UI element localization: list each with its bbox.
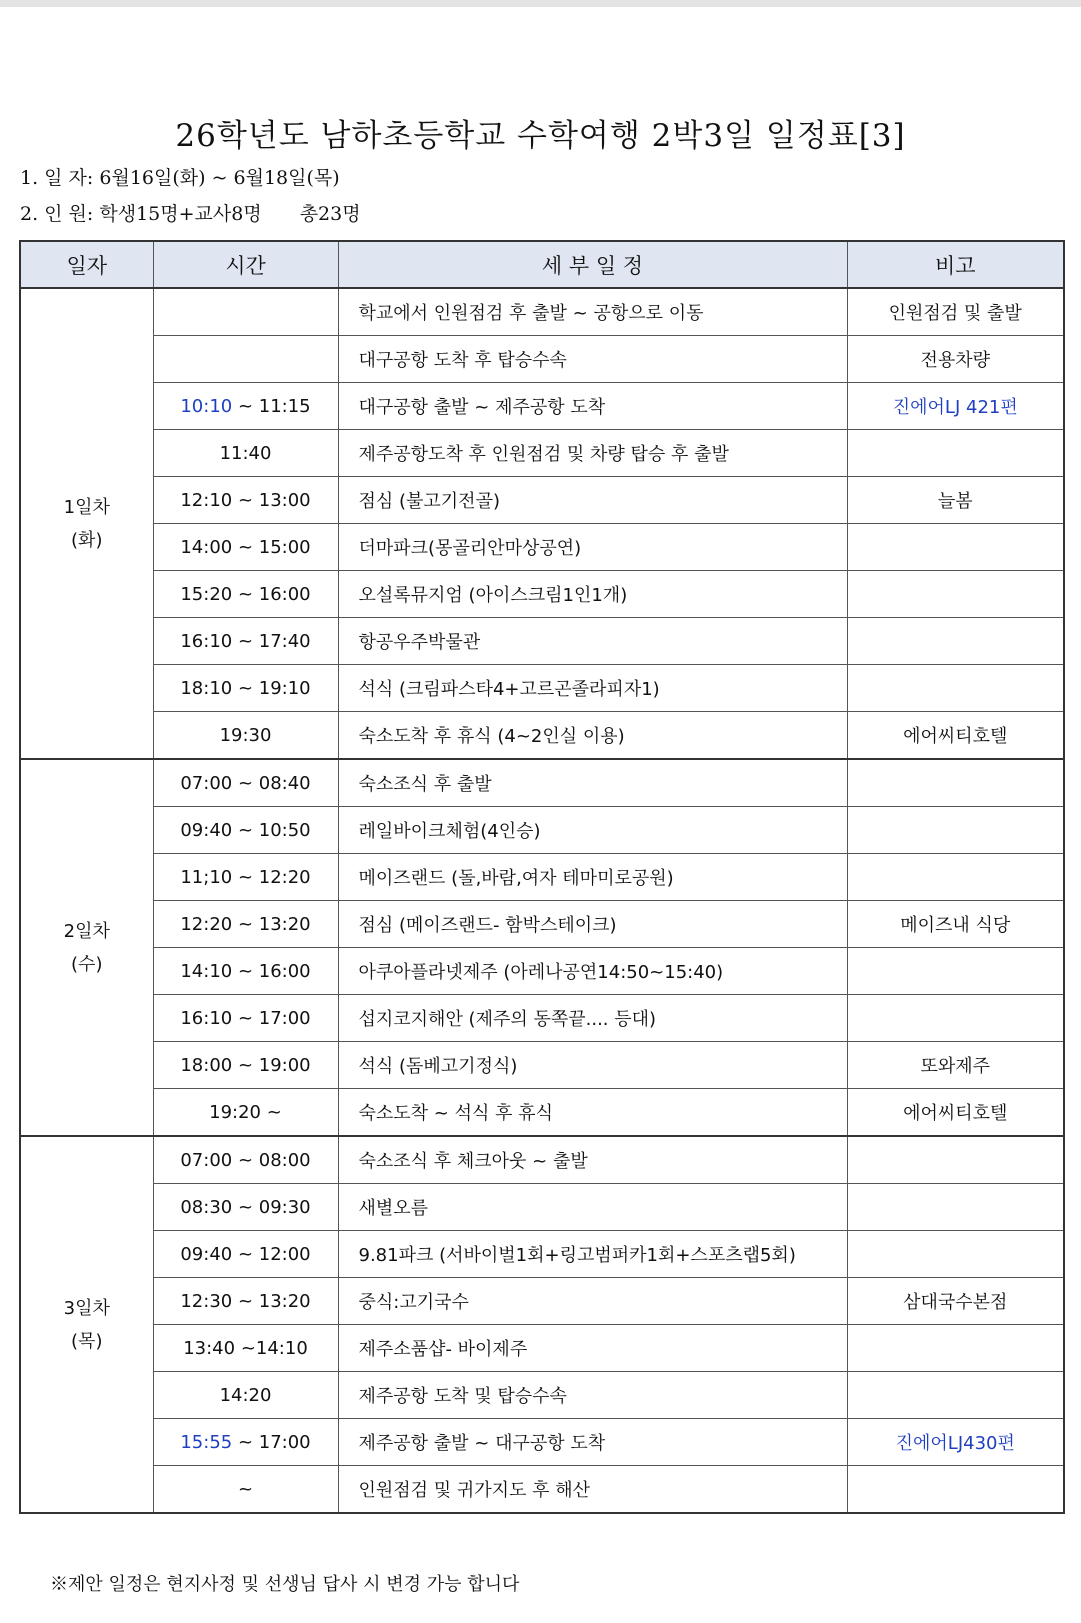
time-end: ~ 16:00	[237, 960, 311, 982]
day-weekday: (목)	[71, 1330, 103, 1352]
detail-cell: 제주소품샵- 바이제주	[338, 1325, 847, 1372]
time-end: ~ 19:00	[237, 1054, 311, 1076]
table-row	[20, 1231, 1064, 1278]
time-start: 16:10	[180, 630, 233, 652]
note-cell	[847, 571, 1064, 618]
note-cell	[847, 1136, 1064, 1184]
table-row	[20, 759, 1064, 807]
time-start: 19:30	[219, 724, 272, 746]
time-end: ~ 17:40	[237, 630, 311, 652]
info-people-line	[20, 199, 361, 226]
document-title: 26학년도 남하초등학교 수학여행 2박3일 일정표[3]	[175, 118, 906, 154]
time-end: ~	[266, 1101, 282, 1123]
time-cell	[153, 995, 338, 1042]
header-day: 일자	[20, 241, 153, 288]
time-cell	[153, 948, 338, 995]
table-row	[20, 1042, 1064, 1089]
detail-cell: 숙소도착 후 휴식 (4~2인실 이용)	[338, 712, 847, 760]
info-people-value: 학생15명+교사8명	[99, 203, 262, 225]
detail-cell: 섭지코지해안 (제주의 동쪽끝.... 등대)	[338, 995, 847, 1042]
detail-cell: 오설록뮤지엄 (아이스크림1인1개)	[338, 571, 847, 618]
table-row	[20, 854, 1064, 901]
detail-cell: 제주공항 출발 ~ 대구공항 도착	[338, 1419, 847, 1466]
detail-cell: 숙소조식 후 출발	[338, 759, 847, 807]
time-end: ~ 12:20	[237, 866, 311, 888]
time-end: ~ 15:00	[237, 536, 311, 558]
note-cell	[847, 1372, 1064, 1419]
time-end: ~ 12:00	[237, 1243, 311, 1265]
time-cell	[153, 477, 338, 524]
schedule-body	[20, 288, 1064, 1513]
note-cell	[847, 1184, 1064, 1231]
table-row	[20, 901, 1064, 948]
time-cell	[153, 665, 338, 712]
detail-cell: 인원점검 및 귀가지도 후 해산	[338, 1466, 847, 1514]
table-row	[20, 477, 1064, 524]
table-row	[20, 948, 1064, 995]
time-cell	[153, 1184, 338, 1231]
time-start: 12:10	[180, 489, 233, 511]
day-weekday: (화)	[71, 529, 103, 551]
time-end: ~ 13:00	[237, 489, 311, 511]
time-start: 11;10	[180, 866, 233, 888]
table-row	[20, 995, 1064, 1042]
time-cell	[153, 854, 338, 901]
detail-cell: 점심 (메이즈랜드- 함박스테이크)	[338, 901, 847, 948]
note-cell	[847, 854, 1064, 901]
time-cell	[153, 524, 338, 571]
table-row	[20, 1278, 1064, 1325]
note-cell	[847, 665, 1064, 712]
time-end: ~ 17:00	[237, 1431, 311, 1453]
footer-note: ※제안 일정은 현지사정 및 선생님 답사 시 변경 가능 합니다	[50, 1574, 520, 1595]
detail-cell: 학교에서 인원점검 후 출발 ~ 공항으로 이동	[338, 288, 847, 336]
note-cell: 에어씨티호텔	[847, 712, 1064, 760]
detail-cell: 제주공항도착 후 인원점검 및 차량 탑승 후 출발	[338, 430, 847, 477]
time-cell	[153, 759, 338, 807]
table-row	[20, 1325, 1064, 1372]
table-row	[20, 430, 1064, 477]
time-cell	[153, 571, 338, 618]
time-end: ~ 08:00	[237, 1149, 311, 1171]
note-cell	[847, 1466, 1064, 1514]
header-time: 시간	[153, 241, 338, 288]
time-start: 13:40	[183, 1337, 236, 1359]
time-cell	[153, 336, 338, 383]
note-cell	[847, 807, 1064, 854]
time-start: 12:30	[180, 1290, 233, 1312]
detail-cell: 항공우주박물관	[338, 618, 847, 665]
time-end: ~ 19:10	[237, 677, 311, 699]
time-cell	[153, 1231, 338, 1278]
detail-cell: 레일바이크체험(4인승)	[338, 807, 847, 854]
table-row	[20, 1136, 1064, 1184]
detail-cell: 석식 (돔베고기정식)	[338, 1042, 847, 1089]
time-cell	[153, 288, 338, 336]
note-cell	[847, 430, 1064, 477]
time-start: 14:20	[219, 1384, 272, 1406]
info-date-line	[20, 163, 340, 190]
table-row	[20, 336, 1064, 383]
note-cell	[847, 524, 1064, 571]
table-row	[20, 571, 1064, 618]
time-cell	[153, 430, 338, 477]
time-cell	[153, 618, 338, 665]
day-label: 2일차	[63, 920, 110, 942]
time-start: 07:00	[180, 1149, 233, 1171]
time-cell	[153, 1089, 338, 1137]
time-end: ~ 11:15	[237, 395, 311, 417]
time-cell	[153, 1419, 338, 1466]
note-cell: 또와제주	[847, 1042, 1064, 1089]
schedule-table	[19, 240, 1065, 1514]
time-start: 18:10	[180, 677, 233, 699]
time-end: ~ 08:40	[237, 772, 311, 794]
table-row	[20, 618, 1064, 665]
note-cell	[847, 995, 1064, 1042]
note-cell: 삼대국수본점	[847, 1278, 1064, 1325]
time-cell	[153, 383, 338, 430]
note-cell	[847, 1325, 1064, 1372]
time-start: 07:00	[180, 772, 233, 794]
time-start: 11:40	[219, 442, 272, 464]
note-cell: 인원점검 및 출발	[847, 288, 1064, 336]
detail-cell: 새별오름	[338, 1184, 847, 1231]
time-cell	[153, 1136, 338, 1184]
detail-cell: 제주공항 도착 및 탑승수속	[338, 1372, 847, 1419]
time-cell	[153, 1466, 338, 1514]
time-start: 16:10	[180, 1007, 233, 1029]
note-cell	[847, 948, 1064, 995]
day-label: 1일차	[63, 496, 110, 518]
time-start: 14:10	[180, 960, 233, 982]
time-start: 09:40	[180, 819, 233, 841]
time-start: 10:10	[180, 395, 233, 417]
info-date-value: 6월16일(화) ~ 6월18일(목)	[99, 167, 340, 189]
time-start: 19:20	[209, 1101, 262, 1123]
header-note: 비고	[847, 241, 1064, 288]
detail-cell: 9.81파크 (서바이벌1회+링고범퍼카1회+스포츠랩5회)	[338, 1231, 847, 1278]
time-start: 09:40	[180, 1243, 233, 1265]
time-cell	[153, 1042, 338, 1089]
day-cell	[20, 288, 153, 759]
detail-cell: 점심 (불고기전골)	[338, 477, 847, 524]
detail-cell: 아쿠아플라넷제주 (아레나공연14:50~15:40)	[338, 948, 847, 995]
time-end: ~ 16:00	[237, 583, 311, 605]
table-row	[20, 1089, 1064, 1137]
day-cell	[20, 1136, 153, 1513]
table-row	[20, 1184, 1064, 1231]
note-cell: 에어씨티호텔	[847, 1089, 1064, 1137]
note-cell: 전용차량	[847, 336, 1064, 383]
table-row	[20, 1466, 1064, 1514]
time-end: ~	[237, 1478, 254, 1500]
day-weekday: (수)	[71, 953, 103, 975]
top-status-strip	[0, 0, 1081, 7]
day-label: 3일차	[63, 1297, 110, 1319]
time-end: ~ 09:30	[237, 1196, 311, 1218]
detail-cell: 메이즈랜드 (돌,바람,여자 테마미로공원)	[338, 854, 847, 901]
detail-cell: 중식:고기국수	[338, 1278, 847, 1325]
time-cell	[153, 807, 338, 854]
time-cell	[153, 1372, 338, 1419]
note-cell	[847, 759, 1064, 807]
table-row	[20, 1372, 1064, 1419]
time-cell	[153, 1278, 338, 1325]
day-cell	[20, 759, 153, 1136]
note-cell: 진에어LJ430편	[847, 1419, 1064, 1466]
table-row	[20, 288, 1064, 336]
table-row	[20, 524, 1064, 571]
time-end: ~ 17:00	[237, 1007, 311, 1029]
detail-cell: 더마파크(몽골리안마상공연)	[338, 524, 847, 571]
detail-cell: 숙소도착 ~ 석식 후 휴식	[338, 1089, 847, 1137]
time-start: 12:20	[180, 913, 233, 935]
time-cell	[153, 712, 338, 760]
note-cell: 늘봄	[847, 477, 1064, 524]
note-cell	[847, 1231, 1064, 1278]
time-cell	[153, 901, 338, 948]
detail-cell: 대구공항 도착 후 탑승수속	[338, 336, 847, 383]
time-end: ~ 13:20	[237, 913, 311, 935]
detail-cell: 대구공항 출발 ~ 제주공항 도착	[338, 383, 847, 430]
note-cell: 진에어LJ 421편	[847, 383, 1064, 430]
time-cell	[153, 1325, 338, 1372]
table-row	[20, 807, 1064, 854]
info-people-total: 총23명	[299, 203, 361, 225]
time-start: 08:30	[180, 1196, 233, 1218]
time-start: 15:20	[180, 583, 233, 605]
time-start: 18:00	[180, 1054, 233, 1076]
time-end: ~ 13:20	[237, 1290, 311, 1312]
time-start: 14:00	[180, 536, 233, 558]
table-row	[20, 1419, 1064, 1466]
note-cell: 메이즈내 식당	[847, 901, 1064, 948]
note-cell	[847, 618, 1064, 665]
table-row	[20, 383, 1064, 430]
header-detail: 세 부 일 정	[338, 241, 847, 288]
table-row	[20, 665, 1064, 712]
info-people-label: 2. 인 원:	[20, 203, 94, 225]
time-start: 15:55	[180, 1431, 233, 1453]
detail-cell: 숙소조식 후 체크아웃 ~ 출발	[338, 1136, 847, 1184]
info-date-label: 1. 일 자:	[20, 167, 94, 189]
table-header-row	[20, 241, 1064, 288]
time-end: ~14:10	[240, 1337, 308, 1359]
table-row	[20, 712, 1064, 760]
time-end: ~ 10:50	[237, 819, 311, 841]
detail-cell: 석식 (크림파스타4+고르곤졸라피자1)	[338, 665, 847, 712]
